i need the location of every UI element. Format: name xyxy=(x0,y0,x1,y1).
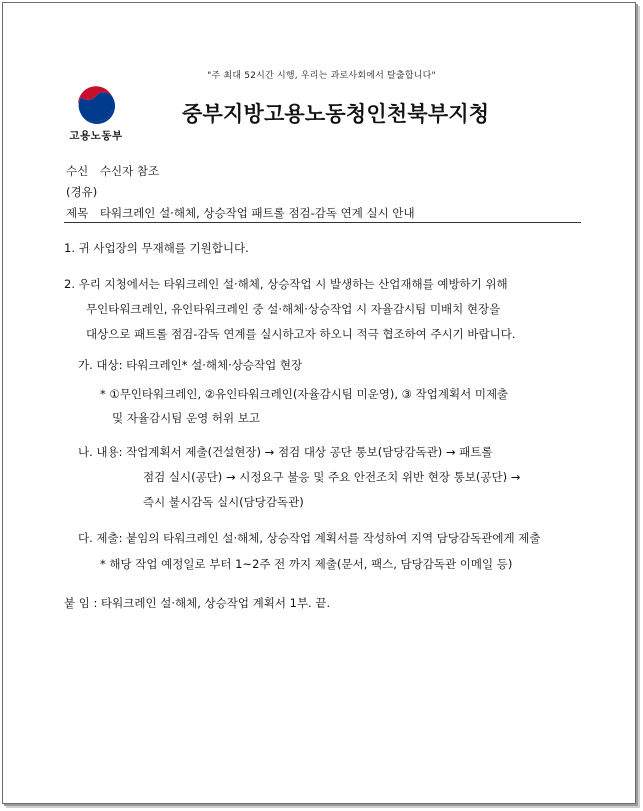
subject-divider xyxy=(64,222,581,223)
taeguk-emblem-icon xyxy=(72,80,120,126)
attachment-line: 붙 임 : 타워크레인 설·해체, 상승작업 계획서 1부. 끝. xyxy=(64,596,331,610)
paragraph-2-line-3: 대상으로 패트롤 점검-감독 연계를 실시하고자 하오니 적극 협조하여 주시기 바랍니다. xyxy=(86,327,516,341)
via-row: (경유) xyxy=(66,185,98,199)
org-title: 중부지방고용노동청인천북부지청 xyxy=(182,102,490,126)
recipient-label: 수신 xyxy=(66,164,89,178)
item-da-note: * 해당 작업 예정일로 부터 1~2주 전 까지 제출(문서, 팩스, 담당감독관 이메일 등) xyxy=(100,557,513,571)
logo-text: 고용노동부 xyxy=(69,130,123,142)
ministry-logo xyxy=(64,80,128,150)
paragraph-2-line-2: 무인타워크레인, 유인타워크레인 중 설·해체·상승작업 시 자율감시팀 미배치 현장을 xyxy=(86,302,501,316)
item-na-line-3: 즉시 불시감독 실시(담당감독관) xyxy=(143,495,304,509)
item-ga-note-1: * ①무인타워크레인, ②유인타워크레인(자율감시팀 미운영), ③ 작업계획서 미제출 xyxy=(100,387,509,401)
subject-value: 타워크레인 설·해체, 상승작업 패트롤 점검-감독 연계 실시 안내 xyxy=(99,206,415,220)
paragraph-2-line-1: 2. 우리 지청에서는 타워크레인 설·해체, 상승작업 시 발생하는 산업재해를 예방하기 위해 xyxy=(64,277,508,291)
recipient-value: 수신자 참조 xyxy=(99,164,160,178)
item-ga-note-2: 및 자율감시팀 운영 허위 보고 xyxy=(112,411,260,425)
item-na-line-1: 나. 내용: 작업계획서 제출(건설현장) → 점검 대상 공단 통보(담당감독관) → 패트롤 xyxy=(78,445,493,459)
item-ga-line-1: 가. 대상: 타워크레인* 설·해체·상승작업 현장 xyxy=(78,358,303,372)
recipient-row xyxy=(66,163,159,179)
subject-label: 제목 xyxy=(66,206,89,220)
paragraph-1: 1. 귀 사업장의 무재해를 기원합니다. xyxy=(64,241,249,255)
subject-row xyxy=(66,205,415,221)
slogan: "주 최대 52시간 시행, 우리는 과로사회에서 탈출합니다" xyxy=(207,71,436,81)
item-da-line-1: 다. 제출: 붙임의 타워크레인 설·해체, 상승작업 계획서를 작성하여 지역 담당감독관에게 제출 xyxy=(78,531,541,545)
item-na-line-2: 점검 실시(공단) → 시정요구 불응 및 주요 안전조치 위반 현장 통보(공단) → xyxy=(143,470,521,484)
